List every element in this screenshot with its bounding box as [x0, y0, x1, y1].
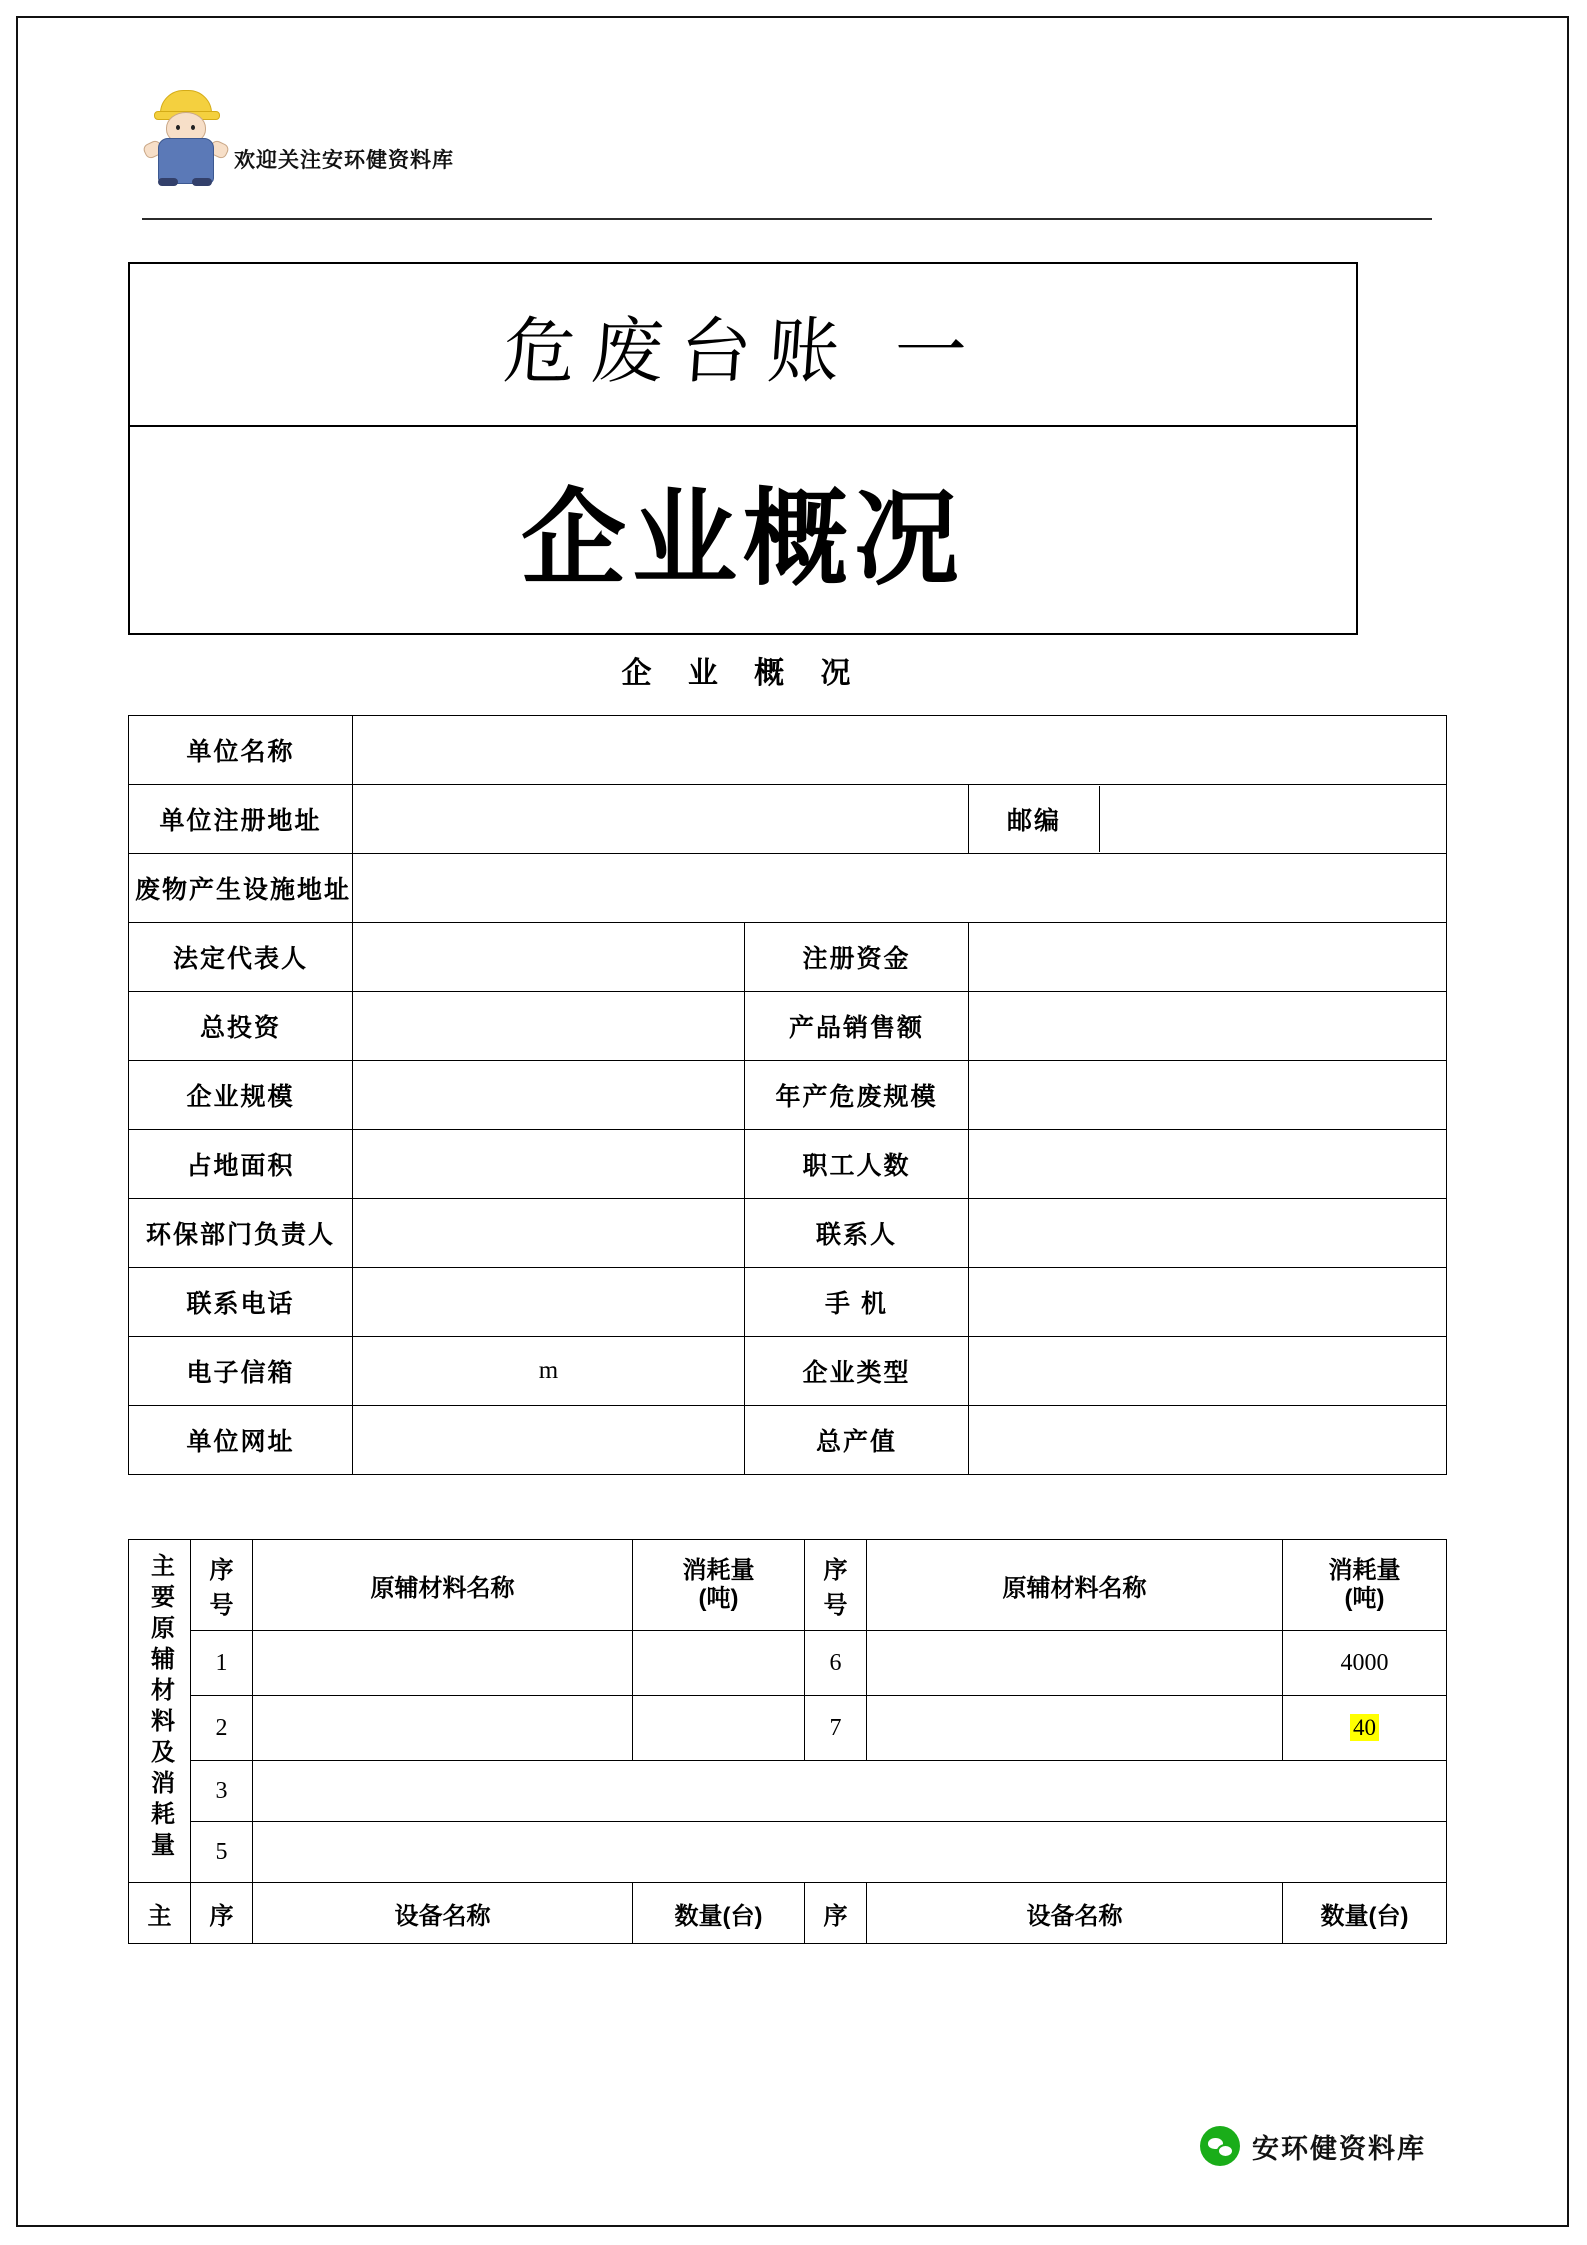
equipment-qty-right: 数量(台) — [1283, 1883, 1447, 1944]
field-value[interactable] — [969, 1199, 1447, 1268]
row-amount-right-cell[interactable] — [1283, 1696, 1447, 1761]
equipment-qty-left: 数量(台) — [633, 1883, 805, 1944]
table-row — [129, 1406, 1447, 1475]
equipment-side-label: 主 — [129, 1883, 191, 1944]
field-label: 邮编 — [969, 786, 1100, 852]
amount-header-line2: (吨) — [698, 1585, 739, 1612]
company-profile-table — [128, 715, 1447, 1475]
field-label: 产品销售额 — [745, 992, 969, 1061]
equipment-name-left: 设备名称 — [253, 1883, 633, 1944]
table-row — [129, 1822, 1447, 1883]
row-amount-right[interactable]: 4000 — [1283, 1631, 1447, 1696]
field-value[interactable] — [969, 1130, 1447, 1199]
document-subtitle: 企 业 概 况 — [621, 657, 865, 690]
seq-header-line1: 序 — [209, 1557, 234, 1584]
row-amount-right: 40 — [1350, 1714, 1379, 1741]
brand-header — [142, 88, 1442, 218]
shoe-right-icon — [192, 178, 212, 186]
table-row — [129, 1631, 1447, 1696]
footer-logo-text: 安环健资料库 — [1252, 2133, 1426, 2164]
field-label: 单位名称 — [129, 716, 353, 785]
table-row — [129, 1061, 1447, 1130]
row-seq-right: 6 — [805, 1631, 867, 1696]
table-header-row — [129, 1540, 1447, 1631]
field-value[interactable] — [1100, 786, 1447, 852]
table-row — [129, 1199, 1447, 1268]
field-label: 总产值 — [745, 1406, 969, 1475]
equipment-seq-right: 序 — [805, 1883, 867, 1944]
table-row — [129, 1337, 1447, 1406]
field-value[interactable] — [969, 1337, 1447, 1406]
equipment-name-right: 设备名称 — [867, 1883, 1283, 1944]
field-value[interactable] — [353, 923, 745, 992]
field-label: 总投资 — [129, 992, 353, 1061]
row-seq-left: 2 — [191, 1696, 253, 1761]
materials-consumption-table — [128, 1539, 1447, 1944]
field-value[interactable] — [353, 1406, 745, 1475]
column-header-seq-right — [805, 1540, 867, 1631]
table-row — [129, 854, 1447, 923]
field-label: 企业类型 — [745, 1337, 969, 1406]
row-seq-left: 1 — [191, 1631, 253, 1696]
title-box-primary — [128, 262, 1358, 427]
field-label: 电子信箱 — [129, 1337, 353, 1406]
field-value[interactable] — [353, 785, 969, 854]
document-title-line2: 企业概况 — [520, 480, 965, 598]
field-label: 联系电话 — [129, 1268, 353, 1337]
shoe-left-icon — [158, 178, 178, 186]
brand-text: 欢迎关注安环健资料库 — [234, 149, 454, 172]
row-seq-right: 7 — [805, 1696, 867, 1761]
amount-header-line1: 消耗量 — [1328, 1557, 1401, 1585]
column-header-name-left: 原辅材料名称 — [253, 1540, 633, 1631]
field-value[interactable] — [353, 1199, 745, 1268]
seq-header-line2: 号 — [209, 1592, 234, 1619]
table-row — [129, 1130, 1447, 1199]
field-label: 年产危废规模 — [745, 1061, 969, 1130]
wechat-icon — [1200, 2126, 1240, 2166]
row-amount-left[interactable] — [633, 1696, 805, 1761]
row-name-left[interactable] — [253, 1696, 633, 1761]
row-name-left[interactable] — [253, 1631, 633, 1696]
column-header-name-right: 原辅材料名称 — [867, 1540, 1283, 1631]
field-label: 注册资金 — [745, 923, 969, 992]
postcode-cell — [969, 785, 1447, 854]
field-value[interactable] — [353, 992, 745, 1061]
field-value[interactable] — [353, 1061, 745, 1130]
field-value[interactable] — [969, 923, 1447, 992]
worker-mascot-icon — [142, 88, 228, 184]
footer-logo — [1200, 2118, 1450, 2174]
field-value[interactable]: m — [353, 1337, 745, 1406]
field-label: 环保部门负责人 — [129, 1199, 353, 1268]
equipment-header-row — [129, 1883, 1447, 1944]
column-header-amount-left — [633, 1540, 805, 1631]
row-amount-left[interactable] — [633, 1631, 805, 1696]
equipment-seq-left: 序 — [191, 1883, 253, 1944]
table-row — [129, 785, 1447, 854]
column-header-amount-right — [1283, 1540, 1447, 1631]
row-seq-left: 3 — [191, 1761, 253, 1822]
table-row — [129, 1268, 1447, 1337]
table-row — [129, 992, 1447, 1061]
seq-header-line1: 序 — [823, 1557, 848, 1584]
row-name-left[interactable] — [253, 1761, 1447, 1822]
eye-right-icon — [191, 125, 195, 130]
row-name-right[interactable] — [867, 1696, 1283, 1761]
amount-header-line1: 消耗量 — [682, 1557, 755, 1585]
field-label: 废物产生设施地址 — [129, 854, 353, 923]
header-divider — [142, 218, 1432, 220]
table-row — [129, 1696, 1447, 1761]
field-label: 手 机 — [745, 1268, 969, 1337]
field-label: 联系人 — [745, 1199, 969, 1268]
row-name-right[interactable] — [867, 1631, 1283, 1696]
field-label: 占地面积 — [129, 1130, 353, 1199]
field-label: 企业规模 — [129, 1061, 353, 1130]
row-seq-left: 5 — [191, 1822, 253, 1883]
materials-side-label — [129, 1540, 191, 1883]
title-box-secondary — [128, 427, 1358, 635]
field-label: 职工人数 — [745, 1130, 969, 1199]
field-value[interactable] — [353, 1130, 745, 1199]
field-label: 法定代表人 — [129, 923, 353, 992]
table-row — [129, 1761, 1447, 1822]
field-label: 单位注册地址 — [129, 785, 353, 854]
field-value[interactable] — [969, 1061, 1447, 1130]
document-title-line1: 危废台账 一 — [500, 308, 985, 393]
field-label: 单位网址 — [129, 1406, 353, 1475]
field-value[interactable] — [353, 716, 1447, 785]
materials-side-label-text: 主要原辅材料及消耗量 — [146, 1552, 174, 1863]
column-header-seq-left — [191, 1540, 253, 1631]
seq-header-line2: 号 — [823, 1592, 848, 1619]
field-value[interactable] — [969, 992, 1447, 1061]
field-value[interactable] — [969, 1406, 1447, 1475]
table-row — [129, 923, 1447, 992]
eye-left-icon — [176, 125, 180, 130]
table-row — [129, 716, 1447, 785]
field-value[interactable] — [969, 1268, 1447, 1337]
row-name-left[interactable] — [253, 1822, 1447, 1883]
amount-header-line2: (吨) — [1344, 1585, 1385, 1612]
field-value[interactable] — [353, 854, 1447, 923]
field-value[interactable] — [353, 1268, 745, 1337]
